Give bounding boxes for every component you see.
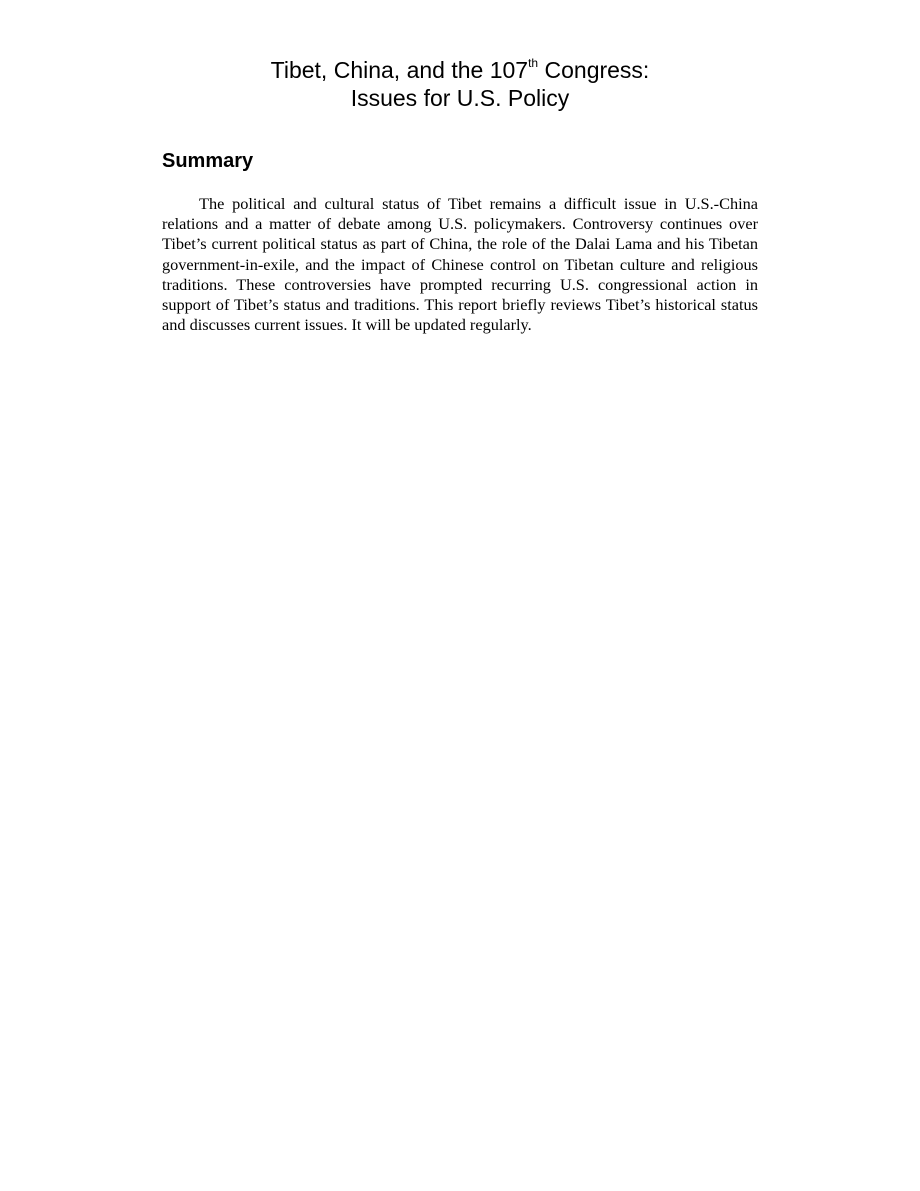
title-line-1-prefix: Tibet, China, and the 107 [270, 57, 529, 83]
title-line-2: Issues for U.S. Policy [350, 85, 570, 111]
document-title [0, 56, 920, 112]
title-line-1 [0, 56, 920, 84]
summary-paragraph: The political and cultural status of Tibet remains a difficult issue in U.S.-China relations and a matter of debate among U.S. policymakers. Controversy continues over Tibet’s current political status as part of China, the role of the Dalai Lama and his Tibetan government-in-exile, and the impact of Chinese control on Tibetan culture and religious traditions. These controversies have prompted recurring U.S. congressional action in support of Tibet’s status and traditions. This report briefly reviews Tibet’s historical status and discusses current issues. It will be updated regularly. [162, 194, 758, 335]
title-superscript: th [528, 56, 539, 71]
summary-heading: Summary [162, 150, 254, 172]
title-line-1-suffix: Congress: [538, 57, 650, 83]
